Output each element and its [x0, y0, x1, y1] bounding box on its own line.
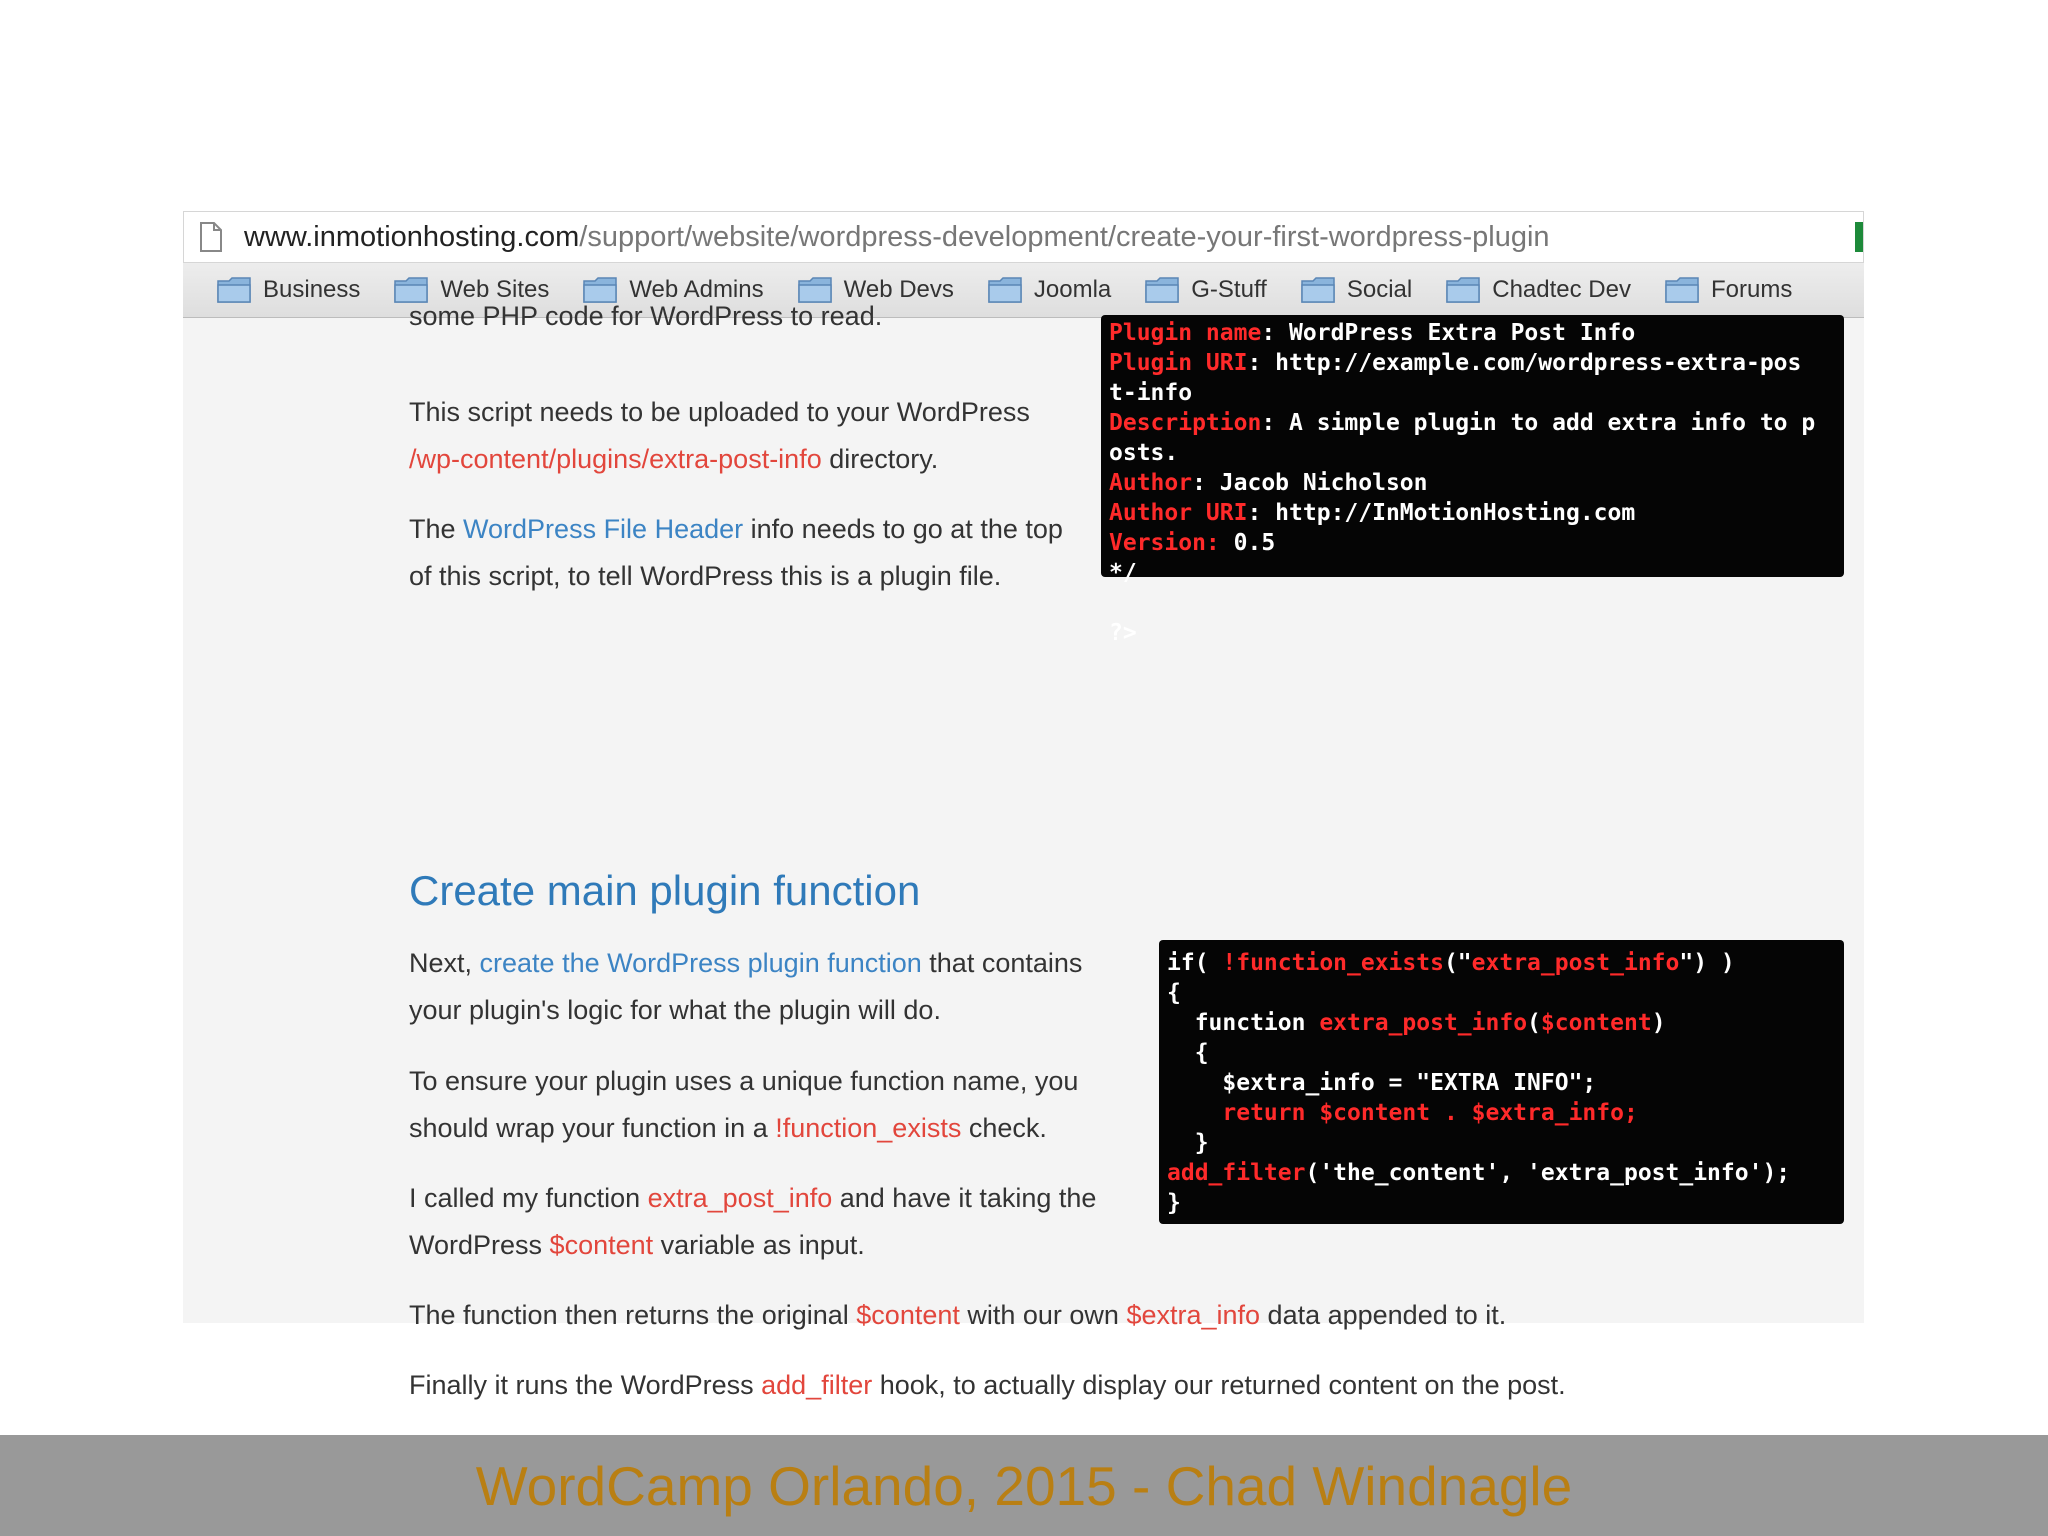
code-key: Plugin URI: [1109, 350, 1248, 376]
bookmark-joomla[interactable]: [988, 276, 1111, 304]
bookmark-forums[interactable]: [1665, 276, 1792, 304]
code-text: {: [1167, 980, 1181, 1006]
extension-icon[interactable]: [1855, 222, 1863, 252]
folder-icon: [217, 277, 251, 303]
page-icon: [200, 222, 222, 252]
code-key: Plugin name: [1109, 320, 1262, 346]
code-value: 0.5: [1219, 530, 1276, 556]
folder-icon: [1301, 277, 1335, 303]
function-exists-code: !function_exists: [775, 1113, 962, 1143]
bookmark-business[interactable]: [217, 276, 360, 304]
text: of this script, to tell WordPress this is a plugin file.: [409, 561, 1002, 591]
text: check.: [961, 1113, 1047, 1143]
folder-icon: [1446, 277, 1480, 303]
add-filter-code: add_filter: [761, 1370, 873, 1400]
bookmark-label: Web Admins: [629, 276, 764, 303]
text: Finally it runs the WordPress: [409, 1370, 762, 1400]
text: The function then returns the original: [409, 1300, 857, 1330]
code-key: Author: [1109, 470, 1193, 496]
content-var-code: $content: [549, 1230, 654, 1260]
code-text: (": [1443, 950, 1472, 976]
code-value: : http://InMotionHosting.com: [1247, 500, 1636, 526]
code-value: : A simple plugin to add extra info to p: [1261, 410, 1816, 436]
paragraph-returns: [409, 1292, 1506, 1339]
code-token: $content: [1540, 1010, 1652, 1036]
bookmark-label: Joomla: [1033, 276, 1112, 303]
browser-window: [183, 211, 1864, 1400]
footer-text: WordCamp Orlando, 2015 - Chad Windnagle: [475, 1454, 1573, 1517]
code-token: extra_post_info: [1471, 950, 1680, 976]
text: and have it taking the: [832, 1183, 1097, 1213]
text: info needs to go at the top: [743, 514, 1063, 544]
code-text: if(: [1167, 950, 1223, 976]
code-block-plugin-header: [1101, 315, 1844, 646]
text: your plugin's logic for what the plugin will do.: [409, 995, 941, 1025]
bookmark-label: Forums: [1710, 276, 1793, 303]
code-token: return $content . $extra_info;: [1167, 1100, 1638, 1126]
paragraph-function-name: [409, 1175, 1096, 1269]
code-value: : Jacob Nicholson: [1192, 470, 1428, 496]
code-block-plugin-function: [1159, 940, 1844, 1224]
bookmark-label: Business: [263, 276, 361, 303]
paragraph-add-filter: [409, 1362, 1566, 1409]
code-value: t-info: [1109, 380, 1193, 406]
content-var-code: $content: [856, 1300, 960, 1330]
code-token: add_filter: [1167, 1160, 1306, 1186]
paragraph-unique-name: [409, 1058, 1078, 1152]
text: This script needs to be uploaded to your WordPress: [409, 397, 1030, 427]
code-value: ?>: [1109, 620, 1137, 646]
slide-footer: [0, 1435, 2048, 1536]
text: should wrap your function in a: [409, 1113, 776, 1143]
text: variable as input.: [653, 1230, 865, 1260]
code-value: */: [1109, 560, 1137, 586]
code-text: ): [1651, 1010, 1666, 1036]
code-text: ('the_content', 'extra_post_info');: [1305, 1160, 1791, 1186]
url-host: www.inmotionhosting.com: [244, 220, 580, 253]
folder-icon: [988, 277, 1022, 303]
bookmark-label: Web Sites: [440, 276, 550, 303]
paragraph-file-header: [409, 506, 1063, 600]
code-text: ") ): [1679, 950, 1735, 976]
bookmark-chadtec-dev[interactable]: [1446, 276, 1631, 304]
text: To ensure your plugin uses a unique function name, you: [409, 1066, 1079, 1096]
bookmark-label: Web Devs: [843, 276, 954, 303]
code-key: Version:: [1109, 530, 1220, 556]
extra-info-var-code: $extra_info: [1126, 1300, 1261, 1330]
code-key: Author URI: [1109, 500, 1248, 526]
text: WordPress: [409, 1230, 550, 1260]
url-path: /support/website/wordpress-development/create-your-first-wordpress-plugin: [579, 220, 1550, 253]
bookmark-social[interactable]: [1301, 276, 1412, 304]
bookmark-label: Chadtec Dev: [1492, 276, 1631, 303]
code-value: : http://example.com/wordpress-extra-pos: [1247, 350, 1802, 376]
text: with our own: [959, 1300, 1127, 1330]
folder-icon: [1145, 277, 1179, 303]
code-text: $extra_info = "EXTRA INFO";: [1167, 1070, 1597, 1096]
text: The: [409, 514, 464, 544]
bookmark-label: Social: [1346, 276, 1413, 303]
bookmark-label: G-Stuff: [1191, 276, 1267, 303]
code-text: }: [1167, 1190, 1181, 1216]
plugin-function-link[interactable]: create the WordPress plugin function: [479, 948, 922, 978]
text: data appended to it.: [1260, 1300, 1507, 1330]
text: Next,: [409, 948, 480, 978]
code-text: }: [1167, 1130, 1209, 1156]
code-value: osts.: [1109, 440, 1179, 466]
text: directory.: [821, 444, 939, 474]
function-name-code: extra_post_info: [647, 1183, 833, 1213]
text: that contains: [921, 948, 1083, 978]
address-bar[interactable]: [183, 211, 1864, 263]
code-text: function: [1167, 1010, 1320, 1036]
section-heading: Create main plugin function: [409, 867, 921, 914]
cut-off-text: some PHP code for WordPress to read.: [409, 301, 883, 331]
code-token: extra_post_info: [1319, 1010, 1528, 1036]
code-value: : WordPress Extra Post Info: [1261, 320, 1636, 346]
paragraph-next: [409, 940, 1082, 1034]
code-key: Description: [1109, 410, 1262, 436]
paragraph-upload: [409, 389, 1030, 483]
page-content: [183, 301, 1864, 1400]
code-token: !function_exists: [1222, 950, 1444, 976]
file-header-link[interactable]: WordPress File Header: [463, 514, 744, 544]
plugin-path-code: /wp-content/plugins/extra-post-info: [409, 444, 822, 474]
bookmark-g-stuff[interactable]: [1145, 276, 1267, 304]
folder-icon: [1665, 277, 1699, 303]
code-text: (: [1527, 1010, 1541, 1036]
text: hook, to actually display our returned content on the post.: [872, 1370, 1566, 1400]
text: I called my function: [409, 1183, 648, 1213]
code-text: {: [1167, 1040, 1209, 1066]
